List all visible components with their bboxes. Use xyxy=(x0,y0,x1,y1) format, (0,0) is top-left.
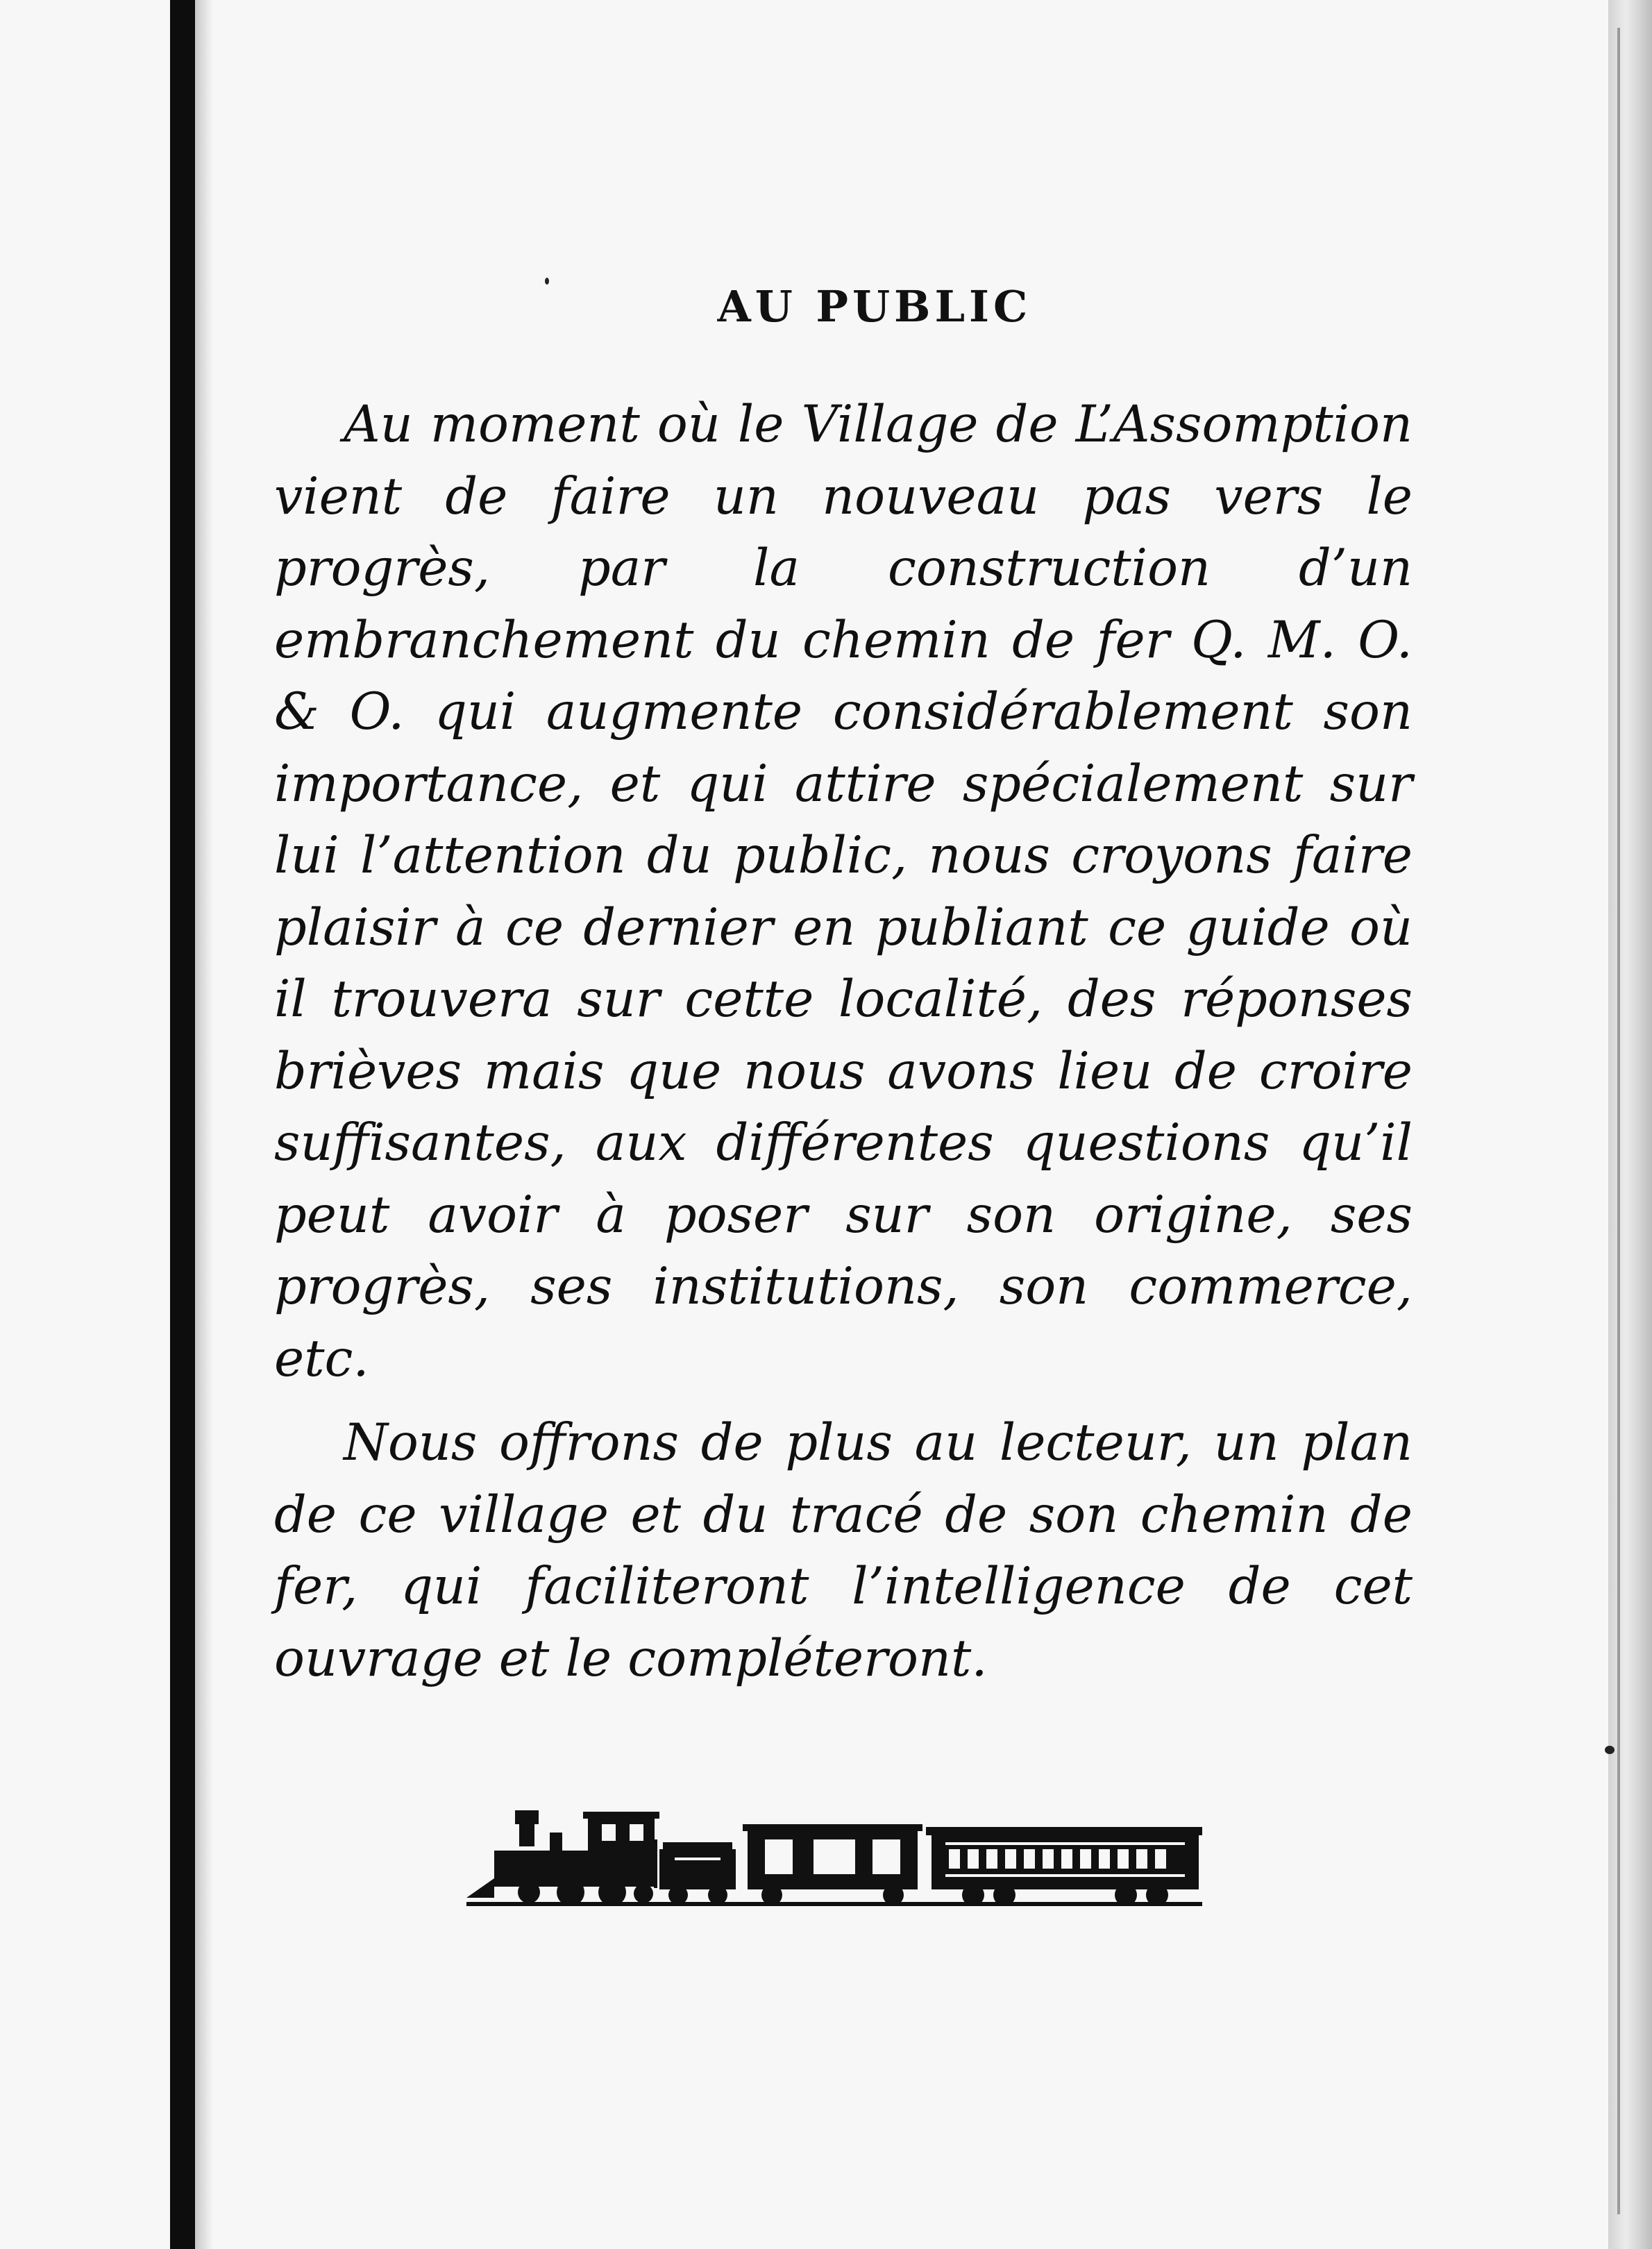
page-edge-line xyxy=(1617,28,1620,2214)
paragraph-plan: Nous offrons de plus au lecteur, un plan de ce village et du tracé de son chemin de fer, qui faciliteront l’intelligence de cet ouvrage et le compléteront. xyxy=(274,1413,1413,1688)
book-gutter xyxy=(170,0,195,2249)
ink-speck xyxy=(545,278,549,285)
train-illustration xyxy=(466,1796,1202,1913)
gutter-shadow xyxy=(195,0,213,2249)
body-text xyxy=(274,389,1413,1694)
facing-page xyxy=(0,0,170,2249)
paragraph-intro: Au moment où le Village de L’Assomption vient de faire un nouveau pas vers le progrès, par la construction d’un embranchement du chemin de fer Q. M. O. & O. qui augmente considérablement son importance, et qui attire spécialement sur lui l’attention du public, nous croyons faire plaisir à ce dernier en publiant ce guide où il trouvera sur cette localité, des réponses brièves mais que nous avons lieu de croire suffisantes, aux différentes questions qu’il peut avoir à poser sur son origine, ses progrès, ses institutions, son commerce, etc. xyxy=(274,395,1413,1388)
page-title: AU PUBLIC xyxy=(717,281,1032,332)
page-edge xyxy=(1608,0,1652,2249)
ink-speck xyxy=(1605,1746,1615,1754)
